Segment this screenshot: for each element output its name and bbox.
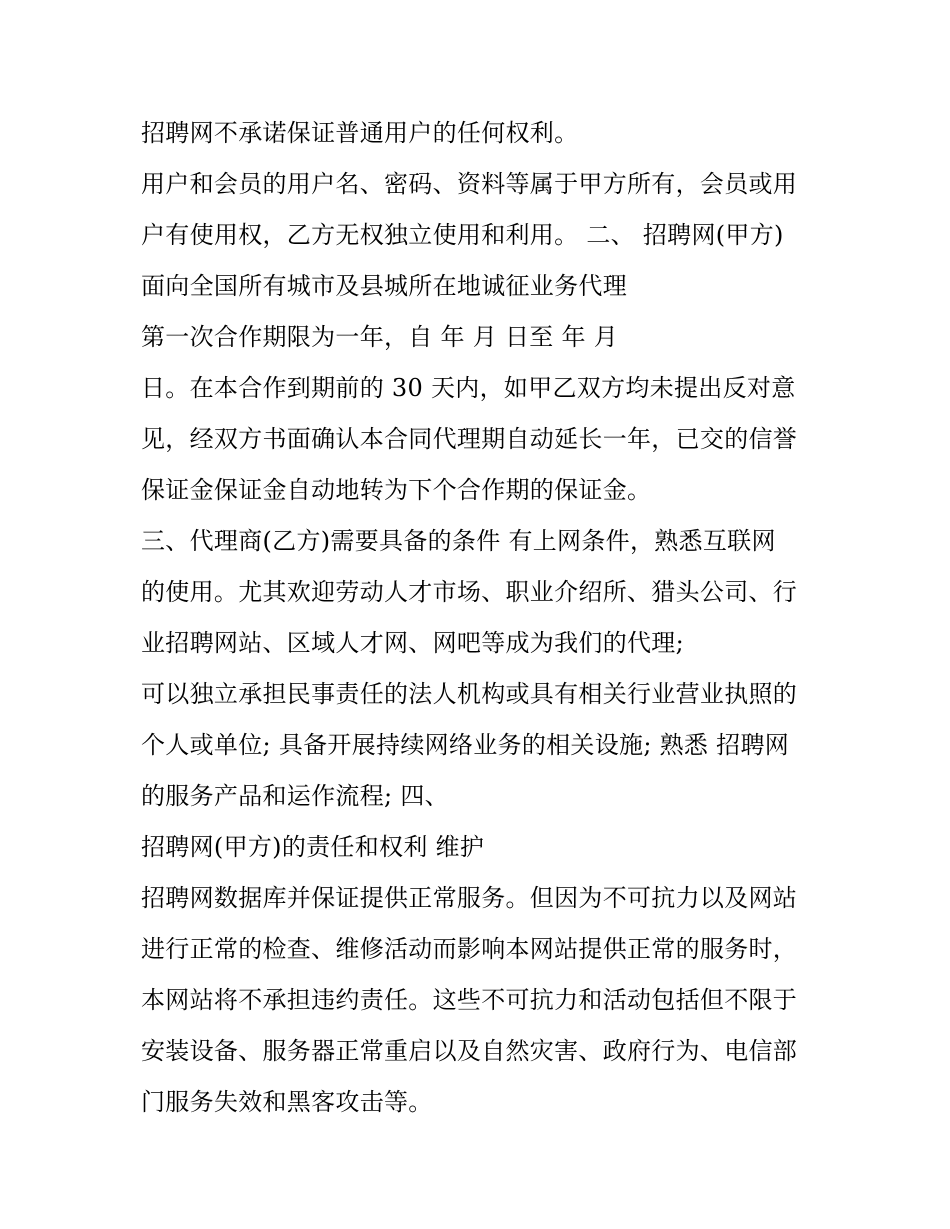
text-line: 的服务产品和运作流程; 四、 [141,782,449,810]
text-line: 日。在本合作到期前的 30 天内，如甲乙双方均未提出反对意 [141,374,796,402]
text-line: 面向全国所有城市及县城所在地诚征业务代理 [141,272,627,300]
text-line: 保证金保证金自动地转为下个合作期的保证金。 [141,476,652,504]
text-line: 户有使用权，乙方无权独立使用和利用。 二、 招聘网(甲方) [141,221,784,249]
text-line: 用户和会员的用户名、密码、资料等属于甲方所有，会员或用 [141,170,798,198]
text-line: 个人或单位; 具备开展持续网络业务的相关设施; 熟悉 招聘网 [141,731,790,759]
text-line: 业招聘网站、区域人才网、网吧等成为我们的代理; [141,629,684,657]
text-line: 招聘网数据库并保证提供正常服务。但因为不可抗力以及网站 [141,884,798,912]
document-body [141,108,831,1128]
text-line: 第一次合作期限为一年，自 年 月 日至 年 月 [141,323,619,351]
text-line: 三、代理商(乙方)需要具备的条件 有上网条件，熟悉互联网 [141,527,776,555]
text-line: 安装设备、服务器正常重启以及自然灾害、政府行为、电信部 [141,1037,798,1065]
text-line: 门服务失效和黑客攻击等。 [141,1088,433,1116]
text-line: 进行正常的检查、维修活动而影响本网站提供正常的服务时， [141,935,798,963]
text-line: 见，经双方书面确认本合同代理期自动延长一年，已交的信誉 [141,425,798,453]
text-line: 招聘网不承诺保证普通用户的任何权利。 [141,119,579,147]
text-line: 本网站将不承担违约责任。这些不可抗力和活动包括但不限于 [141,986,798,1014]
text-line: 可以独立承担民事责任的法人机构或具有相关行业营业执照的 [141,680,798,708]
text-line: 的使用。尤其欢迎劳动人才市场、职业介绍所、猎头公司、行 [141,578,798,606]
text-line: 招聘网(甲方)的责任和权利 维护 [141,833,485,861]
